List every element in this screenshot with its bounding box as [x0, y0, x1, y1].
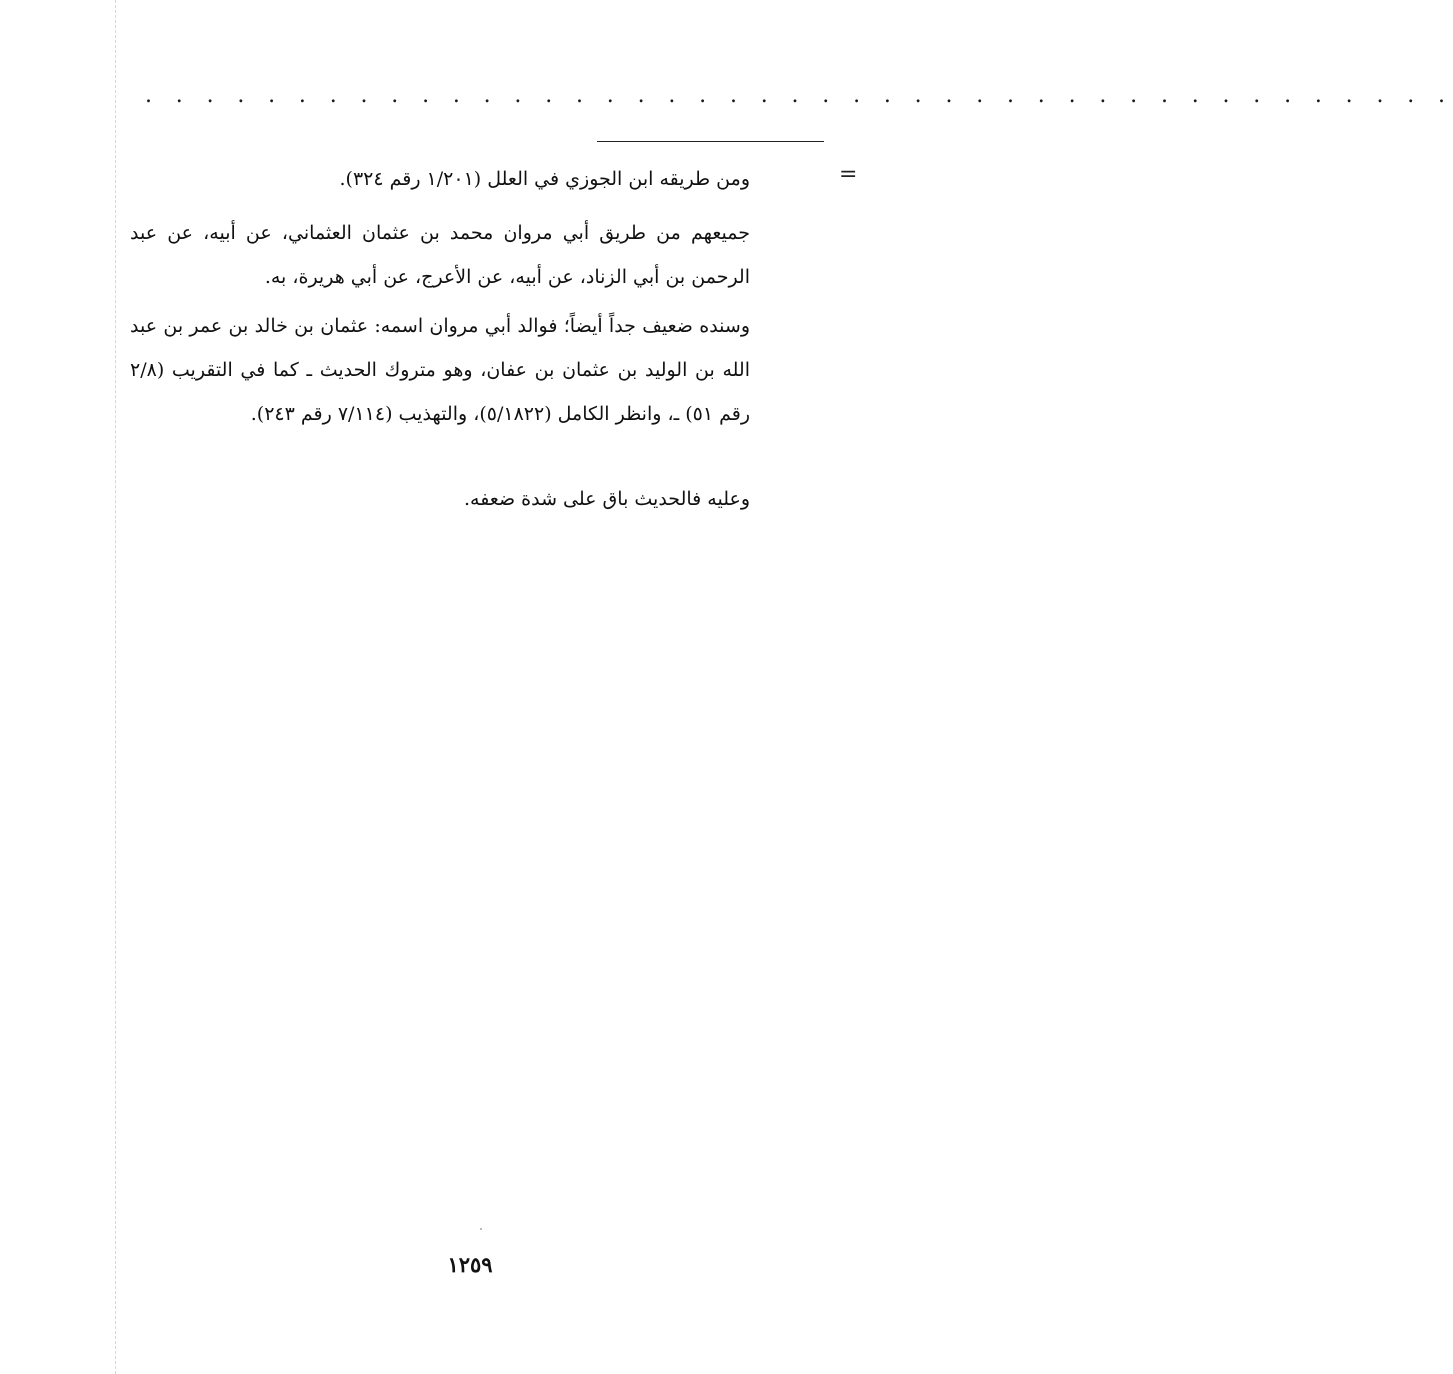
page-number: ١٢٥٩	[447, 1252, 493, 1277]
paragraph-chain-assessment: وسنده ضعيف جداً أيضاً؛ فوالد أبي مروان اسمه: عثمان بن خالد بن عمر بن عبد الله بن الوليد بن عثمان بن عفان، وهو متروك الحديث ـ كما في التقريب (٢/٨ رقم ٥١) ـ، وانظر الكامل (٥/١٨٢٢)، والتهذيب (٧/١١٤ رقم ٢٤٣).	[130, 315, 750, 425]
continuation-mark: =	[839, 162, 858, 187]
footnote-rule	[597, 141, 824, 142]
center-mark	[480, 1228, 482, 1230]
paragraph-chain-of-narration: جميعهم من طريق أبي مروان محمد بن عثمان العثماني، عن أبيه، عن عبد الرحمن بن أبي الزناد، عن أبيه، عن الأعرج، عن أبي هريرة، به.	[130, 222, 750, 288]
binding-gutter-line	[115, 0, 116, 1374]
dotted-separator: . . . . . . . . . . . . . . . . . . . . . . . . . . . . . . . . . . . . . . . . . . .	[145, 83, 1453, 108]
paragraph-conclusion: وعليه فالحديث باق على شدة ضعفه.	[463, 488, 750, 510]
paragraph-source-ibn-aljawzi: ومن طريقه ابن الجوزي في العلل (١/٢٠١ رقم ٣٢٤).	[339, 168, 750, 190]
